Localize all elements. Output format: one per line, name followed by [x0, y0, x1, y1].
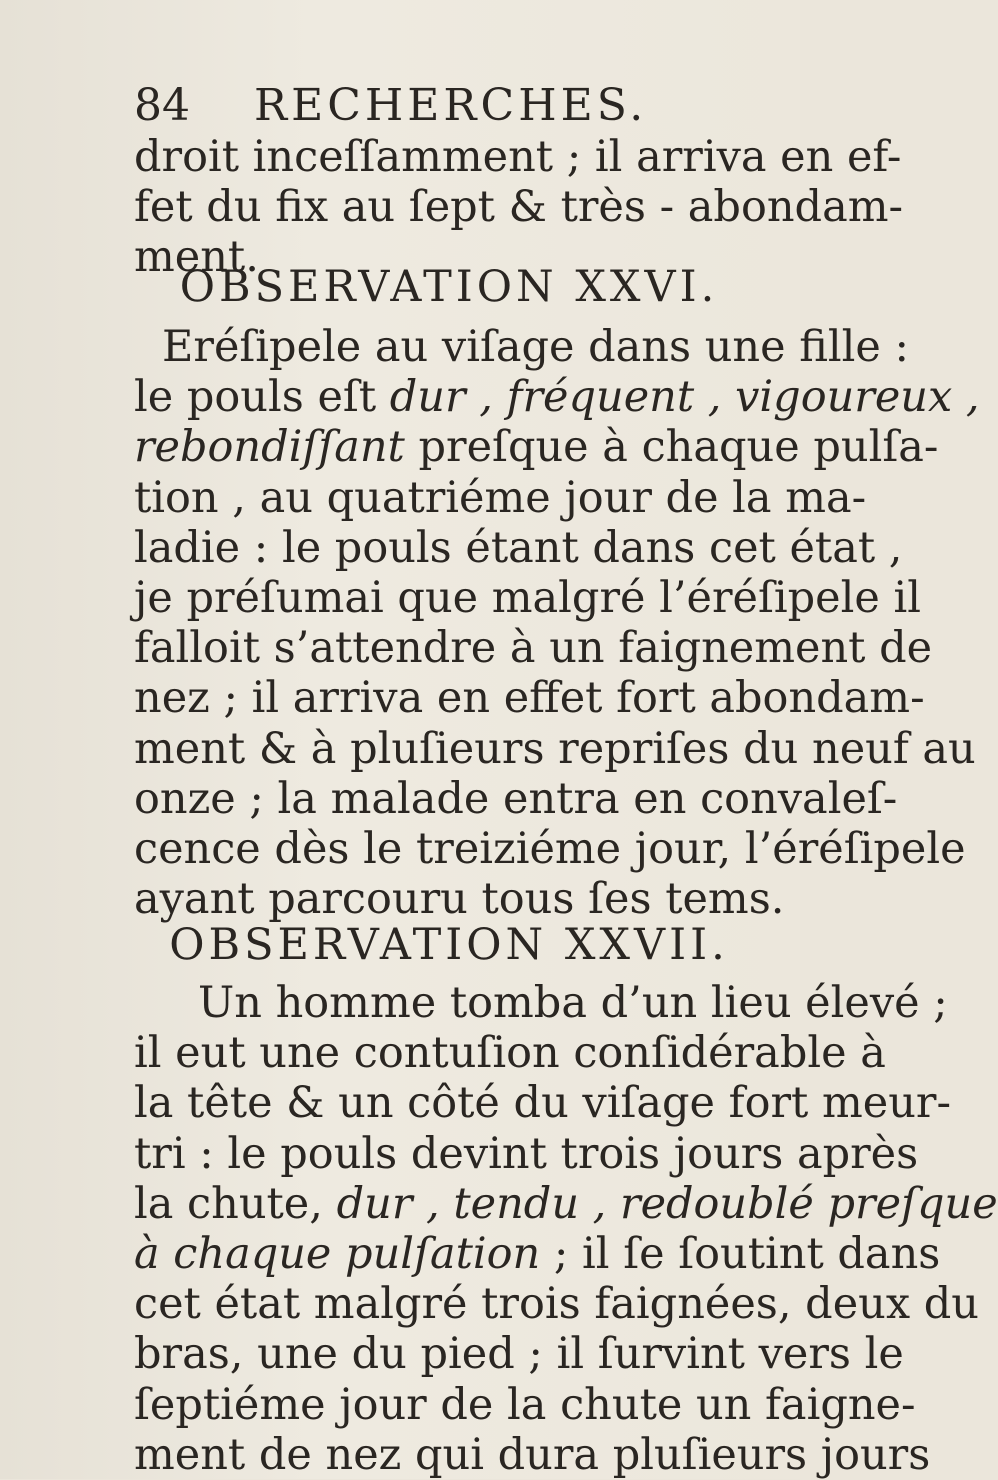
text-line: ſeptiéme jour de la chute un faigne- — [134, 1379, 916, 1430]
text-line: ladie : le pouls étant dans cet état , — [134, 522, 903, 573]
page-number: 84 — [134, 80, 190, 131]
text-line: onze ; la malade entra en convaleſ- — [134, 773, 898, 824]
running-title: RECHERCHES. — [254, 80, 648, 131]
running-header — [134, 80, 734, 132]
observation-heading: OBSERVATION XXVII. — [169, 920, 729, 970]
observation-27-body — [134, 978, 998, 1480]
observation-heading: OBSERVATION XXVI. — [179, 262, 719, 312]
text-line: cence dès le treiziéme jour, l’éréſipele — [134, 823, 966, 874]
text-line: fet du fix au ſept & très - abondam- — [134, 182, 904, 233]
text-line: il eut une contuſion conſidérable à — [134, 1028, 886, 1079]
text-line: bras, une du pied ; il ſurvint vers le — [134, 1329, 904, 1380]
text-line: ment de nez qui dura pluſieurs jours — [134, 1429, 931, 1480]
text-line: nez ; il arriva en effet fort abondam- — [134, 673, 925, 724]
text-line: tri : le pouls devint trois jours après — [134, 1128, 919, 1179]
observation-26 — [134, 262, 764, 312]
opening-paragraph — [134, 132, 904, 283]
text-line: Eréſipele au viſage dans une fille : — [162, 322, 910, 372]
text-line: le pouls eſt dur , fréquent , vigoureux , — [134, 372, 980, 423]
text-line: droit inceſſamment ; il arriva en ef- — [134, 132, 902, 182]
text-line: Un homme tomba d’un lieu élevé ; — [198, 978, 948, 1028]
text-line: ayant parcouru tous ſes tems. — [134, 874, 785, 925]
text-line: rebondiſſant preſque à chaque pulſa- — [134, 422, 939, 473]
text-line: tion , au quatriéme jour de la ma- — [134, 472, 867, 523]
text-line: je préſumai que malgré l’éréſipele il — [134, 572, 921, 623]
text-line: cet état malgré trois faignées, deux du — [134, 1279, 979, 1330]
text-line: à chaque pulſation ; il ſe ſoutint dans — [134, 1228, 941, 1279]
observation-27 — [134, 920, 764, 970]
text-line: ment & à pluſieurs repriſes du neuf au — [134, 723, 976, 774]
text-line: ment. — [134, 232, 259, 283]
observation-26-body — [134, 322, 980, 925]
text-line: falloit s’attendre à un faignement de — [134, 623, 933, 674]
text-line: la tête & un côté du viſage fort meur- — [134, 1078, 951, 1129]
text-line: la chute, dur , tendu , redoublé preſque — [134, 1178, 998, 1229]
